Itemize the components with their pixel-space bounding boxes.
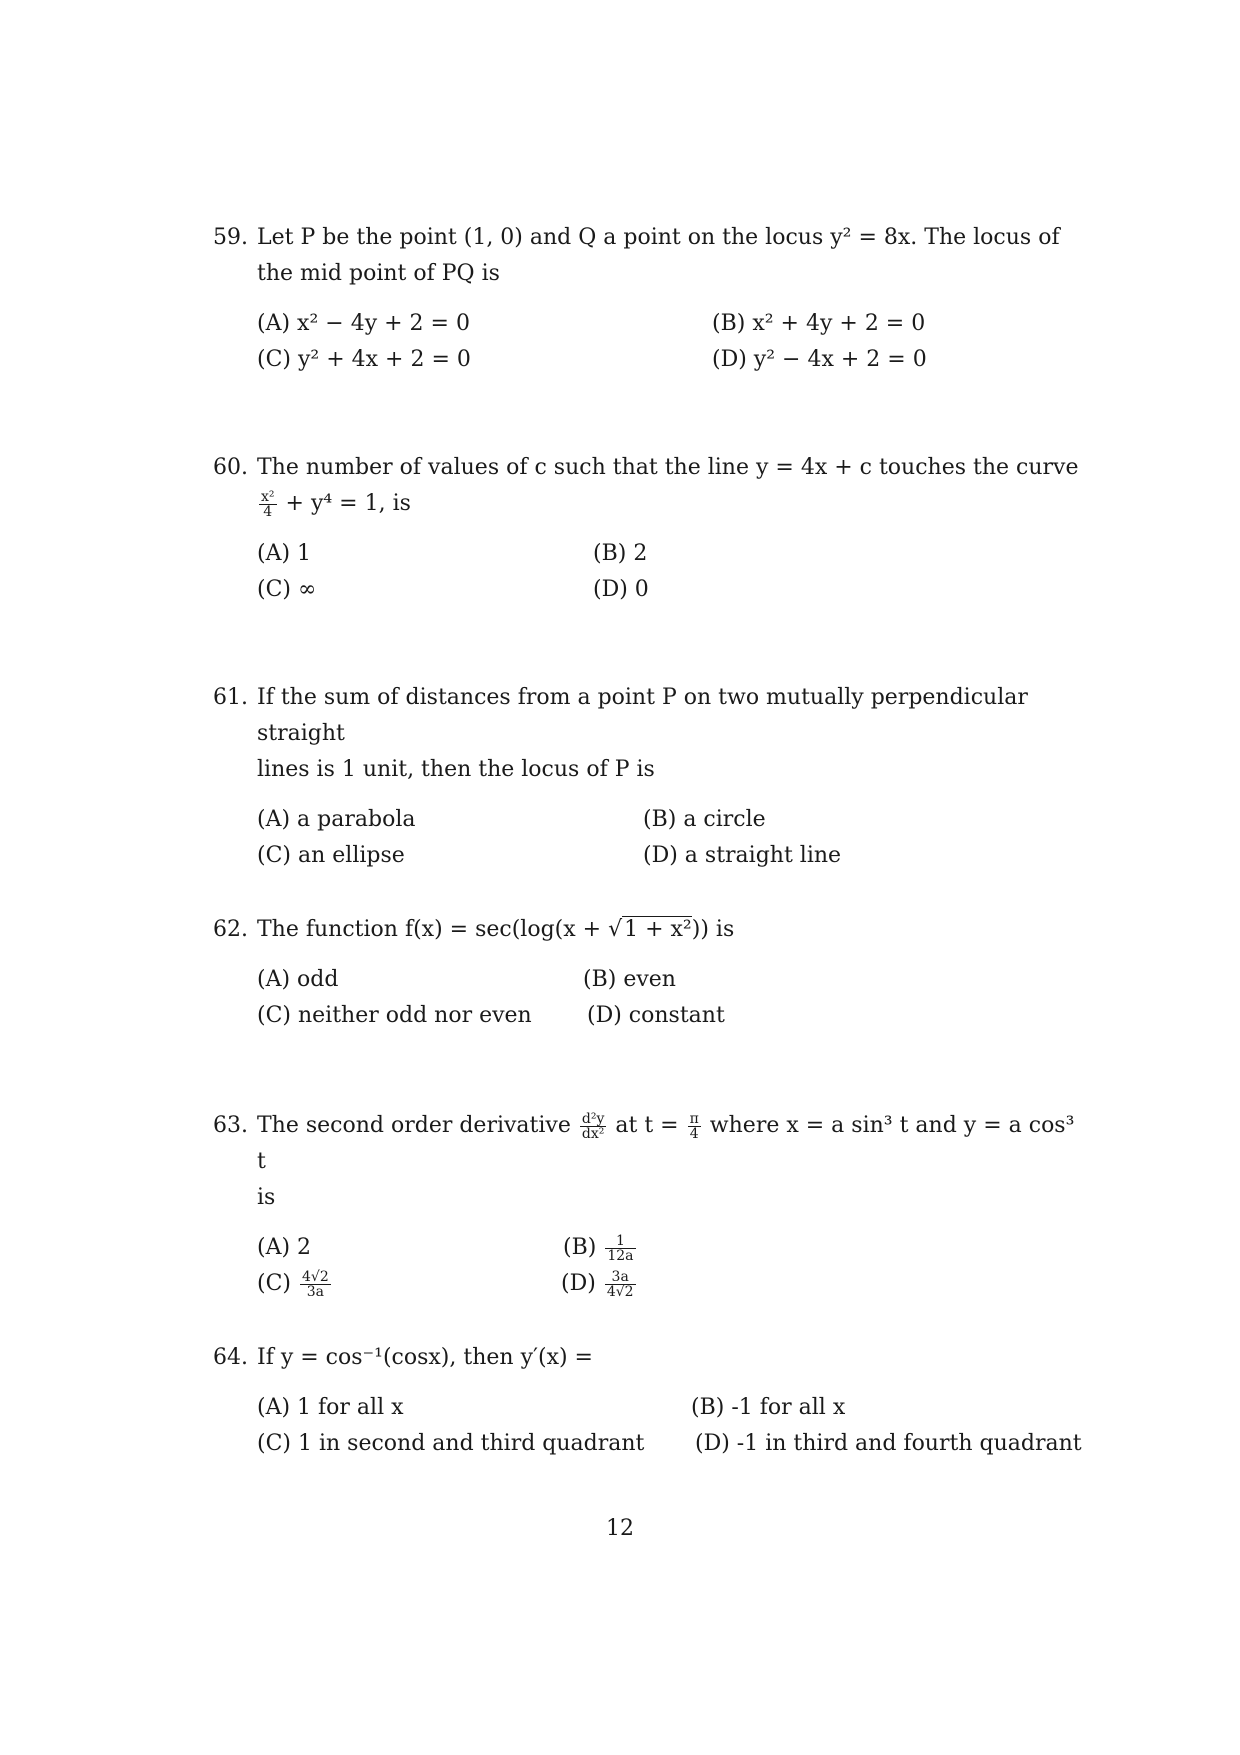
option-c: (C) ∞ — [257, 577, 317, 602]
options — [257, 802, 1083, 874]
fraction: $\frac{\text{x²}}{4}$ — [261, 488, 275, 520]
option-b: (B) 2 — [593, 541, 648, 566]
option-d: (D) y² − 4x + 2 = 0 — [712, 347, 927, 372]
options — [257, 536, 1083, 608]
option-a: (A) odd — [257, 967, 339, 992]
option-a: (A) 1 — [257, 541, 312, 566]
option-a: (A) x² − 4y + 2 = 0 — [257, 311, 470, 336]
option-d: (D) constant — [587, 1003, 725, 1028]
option-d: (D) a straight line — [643, 843, 842, 868]
page-number: 12 — [606, 1516, 634, 1541]
question-stem: The function f(x) = sec(log(x + √1 + x²)) is — [257, 917, 735, 942]
option-b: (B) -1 for all x — [691, 1395, 846, 1420]
option-c: (C) neither odd nor even — [257, 1003, 532, 1028]
t-fraction: $\frac{\pi}{4}$ — [689, 1110, 699, 1142]
option-b: (B) $\frac{1}{12a}$ — [563, 1232, 634, 1264]
question-stem: If the sum of distances from a point P on two mutually perpendicular straight lines is 1 unit, then the locus of P is — [257, 685, 1028, 782]
option-a: (A) a parabola — [257, 807, 416, 832]
option-a: (A) 2 — [257, 1235, 312, 1260]
derivative-fraction: $\frac{\text{d²y}}{\text{dx²}}$ — [581, 1110, 605, 1142]
question-62 — [213, 912, 1083, 1034]
options — [257, 962, 1083, 1034]
question-61 — [213, 680, 1083, 874]
question-number: 63. — [213, 1113, 248, 1138]
option-b: (B) x² + 4y + 2 = 0 — [712, 311, 926, 336]
question-63 — [213, 1108, 1083, 1302]
question-60 — [213, 450, 1083, 608]
option-c: (C) 1 in second and third quadrant — [257, 1431, 645, 1456]
question-stem: The second order derivative $\frac{\text{d²y}}{\text{dx²}}$ at t = $\frac{\pi}{4}$ where x = a sin³ t and y = a cos³ t is — [257, 1110, 1075, 1210]
option-c: (C) y² + 4x + 2 = 0 — [257, 347, 471, 372]
question-64 — [213, 1340, 1083, 1462]
options — [257, 306, 1083, 378]
question-number: 59. — [213, 225, 248, 250]
question-number: 61. — [213, 685, 248, 710]
question-stem: The number of values of c such that the line y = 4x + c touches the curve $\frac{\text{x²}}{4}$ + y⁴ = 1, is — [257, 455, 1079, 520]
question-stem: Let P be the point (1, 0) and Q a point on the locus y² = 8x. The locus of the mid point of PQ is — [257, 225, 1060, 286]
question-stem: If y = cos⁻¹(cosx), then y′(x) = — [257, 1345, 593, 1370]
option-b: (B) a circle — [643, 807, 766, 832]
options — [257, 1390, 1083, 1462]
option-a: (A) 1 for all x — [257, 1395, 404, 1420]
question-59 — [213, 220, 1083, 378]
option-b: (B) even — [583, 967, 676, 992]
option-d: (D) 0 — [593, 577, 649, 602]
option-c: (C) an ellipse — [257, 843, 405, 868]
options — [257, 1230, 1083, 1302]
radicand: 1 + x² — [624, 917, 692, 942]
question-number: 60. — [213, 455, 248, 480]
question-number: 64. — [213, 1345, 248, 1370]
question-number: 62. — [213, 917, 248, 942]
option-c: (C) $\frac{4√2}{3a}$ — [257, 1268, 329, 1300]
option-d: (D) $\frac{3a}{4√2}$ — [561, 1268, 634, 1300]
option-d: (D) -1 in third and fourth quadrant — [695, 1431, 1082, 1456]
